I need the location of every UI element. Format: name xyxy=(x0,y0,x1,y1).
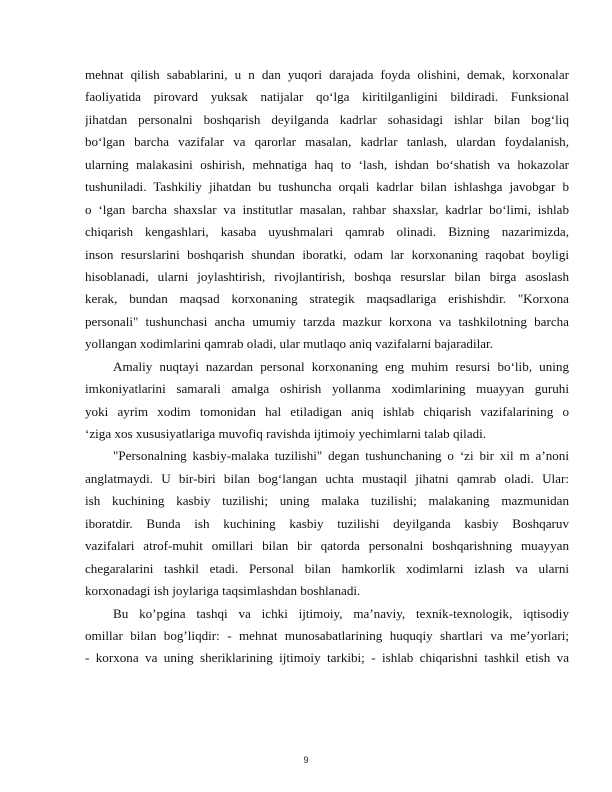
text-line: bo‘lgan barcha vazifalar va qarorlar masalan, kadrlar tanlash, ulardan foydalanish, xyxy=(85,134,569,150)
text-line: chegaralarini tashkil etadi. Personal bilan hamkorlik xodimlarni izlash va ularni xyxy=(85,560,569,576)
text-line: yoki ayrim xodim tomonidan hal etiladigan aniq ishlab chiqarish vazifalarining o xyxy=(85,403,569,419)
text-line: mehnat qilish sabablarini, u n dan yuqori darajada foyda olishini, demak, korxonalar xyxy=(85,67,569,82)
text-line: ‘ziga xos xususiyatlariga muvofiq ravishda ijtimoiy yechimlarni talab qiladi. xyxy=(85,426,487,441)
text-line: chiqarish kengashlari, kasaba uyushmalari qamrab olinadi. Bizning nazarimizda, xyxy=(85,224,569,240)
text-line: personali" tushunchasi ancha umumiy tarzda mazkur korxona va tashkilotning barcha xyxy=(85,313,569,329)
text-line: jihatdan personalni boshqarish deyilganda kadrlar sohasidagi ishlar bilan bog‘liq xyxy=(85,111,569,127)
text-line: yollangan xodimlarini qamrab oladi, ular mutlaqo aniq vazifalarni bajaradilar. xyxy=(85,336,493,352)
page-number: 9 xyxy=(303,755,309,765)
document-page xyxy=(85,64,569,670)
text-line: hisoblanadi, ularni joylashtirish, rivojlantirish, boshqa resurslar bilan birga asoslash xyxy=(85,268,569,284)
text-line: ularning malakasini oshirish, mehnatiga haq to ‘lash, ishdan bo‘shatish va hokazolar xyxy=(85,156,569,172)
text-line: iboratdir. Bunda ish kuchining kasbiy tuzilishi deyilganda kasbiy Boshqaruv xyxy=(85,515,569,531)
text-line: tushuniladi. Tashkiliy jihatdan bu tushuncha orqali kadrlar bilan ishlashga javobgar b xyxy=(85,179,569,195)
text-line: korxonadagi ish joylariga taqsimlashdan boshlanadi. xyxy=(85,583,361,599)
text-line: faoliyatida pirovard yuksak natijalar qo‘lga kiritilganligini bildiradi. Funksional xyxy=(85,89,569,105)
text-line: vazifalari atrof-muhit omillari bilan bir qatorda personalni boshqarishning muayyan xyxy=(85,538,569,554)
text-line: - korxona va uning sheriklarining ijtimoiy tarkibi; - ishlab chiqarishni tashkil etish va xyxy=(85,650,569,666)
text-line: "Personalning kasbiy-malaka tuzilishi" degan tushunchaning o ‘zi bir xil m a’noni xyxy=(113,448,569,464)
text-line: imkoniyatlarini samarali amalga oshirish yollanma xodimlarining muayyan guruhi xyxy=(85,381,569,397)
text-line: inson resurslarini boshqarish shundan iboratki, odam lar korxonaning raqobat boyligi xyxy=(85,246,569,262)
text-line: omillar bilan bog’liqdir: - mehnat munosabatlarining huquqiy shartlari va me’yorlari; xyxy=(85,627,569,643)
text-line: Bu ko’pgina tashqi va ichki ijtimoiy, ma’naviy, texnik-texnologik, iqtisodiy xyxy=(113,605,569,621)
text-line: kerak, bundan maqsad korxonaning strategik maqsadlariga erishishdir. "Korxona xyxy=(85,291,569,307)
text-line: ish kuchining kasbiy tuzilishi; uning malaka tuzilishi; malakaning mazmunidan xyxy=(85,493,569,509)
text-line: anglatmaydi. U bir-biri bilan bog‘langan uchta mustaqil jihatni qamrab oladi. Ular: xyxy=(85,470,569,486)
text-line: o ‘lgan barcha shaxslar va institutlar masalan, rahbar shaxslar, kadrlar bo‘limi, ishlab xyxy=(85,201,569,217)
text-line: Amaliy nuqtayi nazardan personal korxonaning eng muhim resursi bo‘lib, uning xyxy=(113,358,569,374)
